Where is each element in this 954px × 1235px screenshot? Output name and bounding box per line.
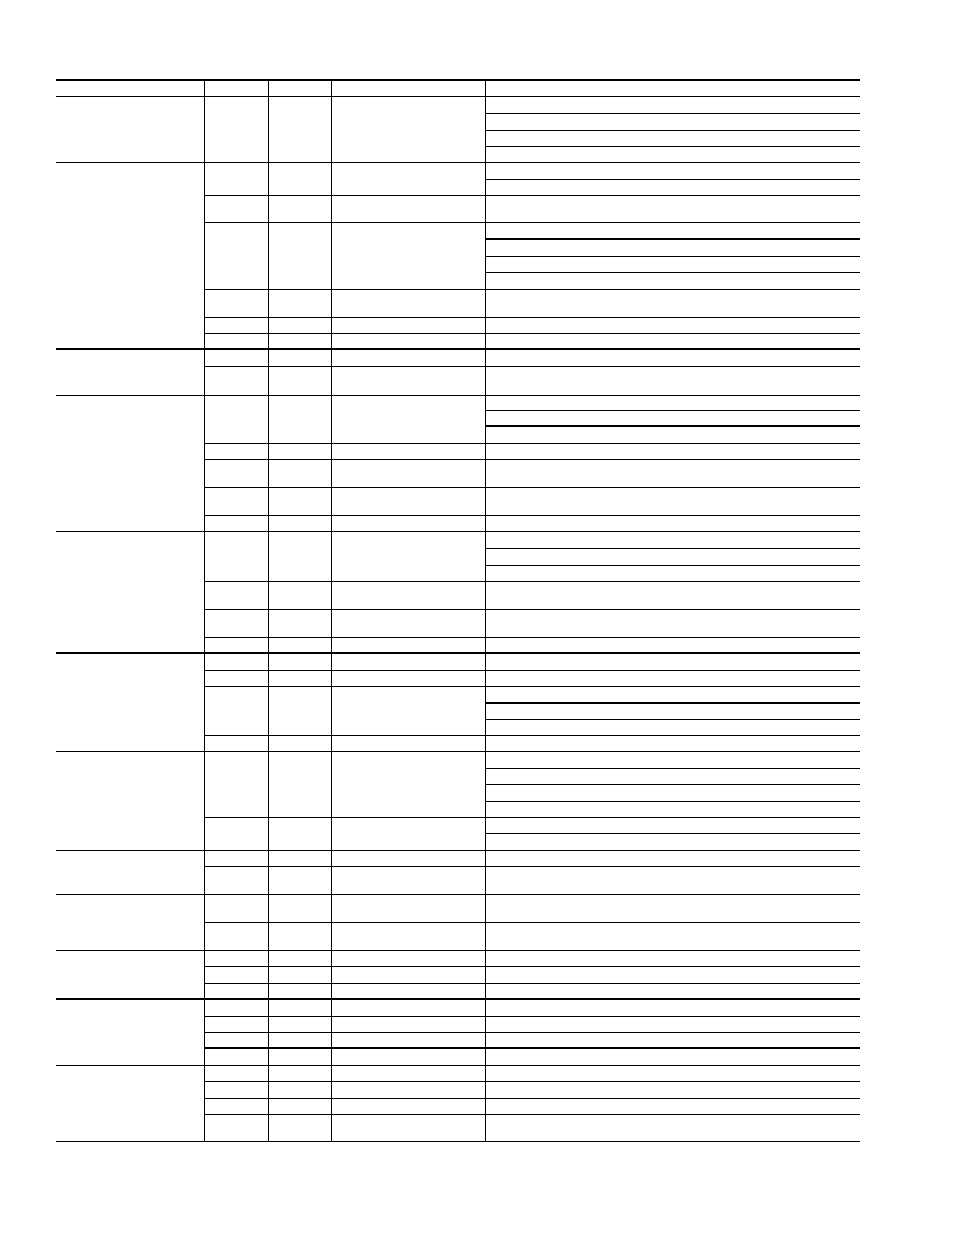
subrow-rule-3 xyxy=(485,146,860,147)
subrow-rule-9 xyxy=(485,425,860,427)
subrow-rule-12 xyxy=(485,702,860,704)
subrow-rule-8 xyxy=(485,410,860,411)
column-divider-2 xyxy=(268,80,269,1141)
row-rule-17 xyxy=(204,817,860,818)
row-rule-11 xyxy=(204,581,860,582)
subrow-rule-11 xyxy=(485,565,860,566)
row-rule-19 xyxy=(204,922,860,923)
row-rule-3 xyxy=(204,289,860,290)
group-rule-4 xyxy=(56,531,860,532)
row-rule-22 xyxy=(204,1016,860,1017)
row-rule-1 xyxy=(204,195,860,196)
subrow-rule-7 xyxy=(485,272,860,273)
row-rule-23 xyxy=(204,1032,860,1033)
row-rule-2 xyxy=(204,222,860,223)
subrow-rule-5 xyxy=(485,238,860,240)
subrow-rule-16 xyxy=(485,801,860,802)
group-rule-7 xyxy=(56,850,860,851)
subrow-rule-10 xyxy=(485,548,860,549)
row-rule-8 xyxy=(204,459,860,460)
group-rule-2 xyxy=(56,348,860,350)
row-rule-16 xyxy=(204,735,860,736)
group-rule-8 xyxy=(56,894,860,895)
row-rule-6 xyxy=(204,366,860,367)
subrow-rule-15 xyxy=(485,784,860,785)
row-rule-25 xyxy=(204,1081,860,1082)
group-rule-9 xyxy=(56,950,860,951)
table-top-rule xyxy=(56,79,860,81)
group-rule-11 xyxy=(56,1065,860,1066)
column-divider-3 xyxy=(331,80,332,1141)
group-rule-1 xyxy=(56,162,860,163)
subrow-rule-17 xyxy=(485,833,860,834)
column-divider-1 xyxy=(204,80,205,1141)
row-rule-15 xyxy=(204,686,860,687)
subrow-rule-14 xyxy=(485,768,860,769)
row-rule-4 xyxy=(204,317,860,318)
row-rule-5 xyxy=(204,333,860,334)
group-rule-3 xyxy=(56,395,860,396)
subrow-rule-13 xyxy=(485,719,860,720)
row-rule-13 xyxy=(204,637,860,638)
group-rule-5 xyxy=(56,652,860,654)
subrow-rule-6 xyxy=(485,256,860,257)
row-rule-14 xyxy=(204,670,860,671)
group-rule-6 xyxy=(56,751,860,752)
table-bottom-rule xyxy=(56,1141,860,1142)
row-rule-20 xyxy=(204,966,860,967)
row-rule-26 xyxy=(204,1098,860,1099)
subrow-rule-2 xyxy=(485,130,860,131)
header-bottom-rule xyxy=(56,96,860,97)
subrow-rule-4 xyxy=(485,179,860,180)
row-rule-10 xyxy=(204,515,860,516)
row-rule-21 xyxy=(204,983,860,984)
row-rule-27 xyxy=(204,1114,860,1115)
row-rule-12 xyxy=(204,609,860,610)
row-rule-24 xyxy=(204,1047,860,1049)
group-rule-10 xyxy=(56,998,860,1000)
row-rule-7 xyxy=(204,443,860,444)
row-rule-18 xyxy=(204,866,860,867)
subrow-rule-1 xyxy=(485,113,860,114)
row-rule-9 xyxy=(204,487,860,488)
